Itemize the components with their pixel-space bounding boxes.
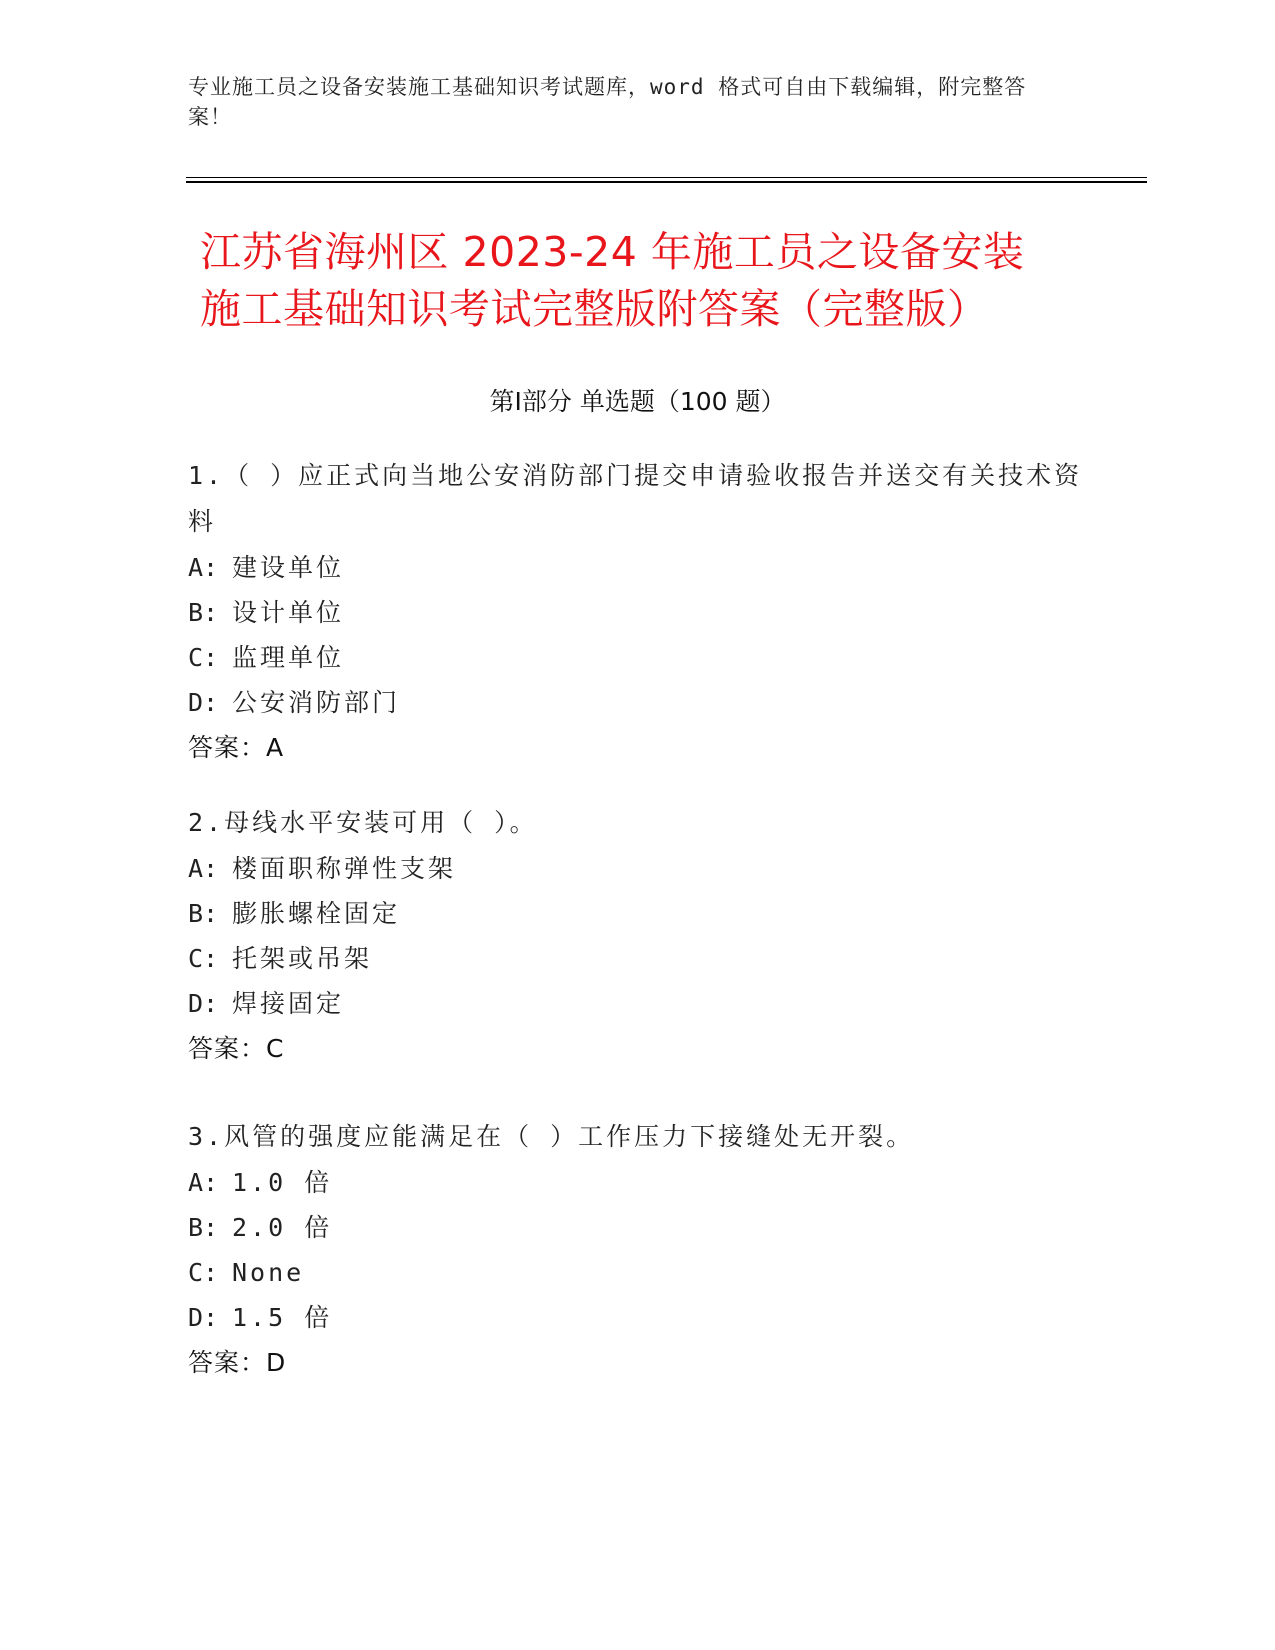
question-1	[188, 453, 1088, 771]
answer-label: 答案：	[188, 1034, 267, 1063]
option-key: C:	[188, 643, 219, 672]
option-c	[188, 635, 1088, 680]
option-key: A:	[188, 553, 219, 582]
answer-value: C	[266, 1034, 284, 1063]
option-text: 楼面职称弹性支架	[232, 854, 457, 883]
option-text: 1.0 倍	[232, 1168, 333, 1197]
section-title: 第Ⅰ部分 单选题（100 题）	[489, 387, 786, 416]
option-c	[188, 936, 1088, 981]
option-a	[188, 846, 1088, 891]
answer-value: D	[266, 1348, 286, 1377]
answer	[188, 725, 1088, 771]
header-divider-thin	[186, 177, 1147, 178]
answer	[188, 1026, 1088, 1072]
document-title-line-2: 施工基础知识考试完整版附答案（完整版）	[200, 285, 989, 333]
option-text: 托架或吊架	[232, 944, 373, 973]
question-2	[188, 800, 1088, 1072]
option-text: 设计单位	[232, 598, 345, 627]
document-title	[200, 224, 1100, 338]
question-stem: 3.风管的强度应能满足在（ ）工作压力下接缝处无开裂。	[188, 1122, 915, 1151]
answer-label: 答案：	[188, 1348, 267, 1377]
option-a	[188, 545, 1088, 590]
option-d	[188, 981, 1088, 1026]
option-text: 监理单位	[232, 643, 345, 672]
option-c	[188, 1250, 1088, 1295]
option-b	[188, 891, 1088, 936]
option-text: 建设单位	[232, 553, 345, 582]
question-stem: 1.（ ）应正式向当地公安消防部门提交申请验收报告并送交有关技术资料	[188, 461, 1083, 536]
option-key: B:	[188, 899, 219, 928]
option-b	[188, 590, 1088, 635]
answer-value: A	[266, 733, 284, 762]
header-note: 专业施工员之设备安装施工基础知识考试题库，word 格式可自由下载编辑，附完整答案！	[188, 75, 1027, 129]
option-d	[188, 1295, 1088, 1340]
option-a	[188, 1160, 1088, 1205]
header-divider-thick	[186, 181, 1147, 183]
option-key: D:	[188, 1303, 219, 1332]
answer	[188, 1340, 1088, 1386]
option-text: None	[232, 1258, 305, 1287]
document-title-line-1: 江苏省海州区 2023-24 年施工员之设备安装	[200, 228, 1025, 276]
question-stem: 2.母线水平安装可用（ ）。	[188, 808, 538, 837]
option-d	[188, 680, 1088, 725]
option-key: A:	[188, 854, 219, 883]
option-key: B:	[188, 1213, 219, 1242]
option-text: 2.0 倍	[232, 1213, 333, 1242]
answer-label: 答案：	[188, 733, 267, 762]
option-key: B:	[188, 598, 219, 627]
question-3	[188, 1114, 1088, 1386]
option-key: C:	[188, 944, 219, 973]
option-key: C:	[188, 1258, 219, 1287]
option-text: 膨胀螺栓固定	[232, 899, 401, 928]
option-text: 焊接固定	[232, 989, 345, 1018]
option-key: A:	[188, 1168, 219, 1197]
option-key: D:	[188, 688, 219, 717]
option-key: D:	[188, 989, 219, 1018]
option-text: 1.5 倍	[232, 1303, 333, 1332]
option-text: 公安消防部门	[232, 688, 401, 717]
option-b	[188, 1205, 1088, 1250]
